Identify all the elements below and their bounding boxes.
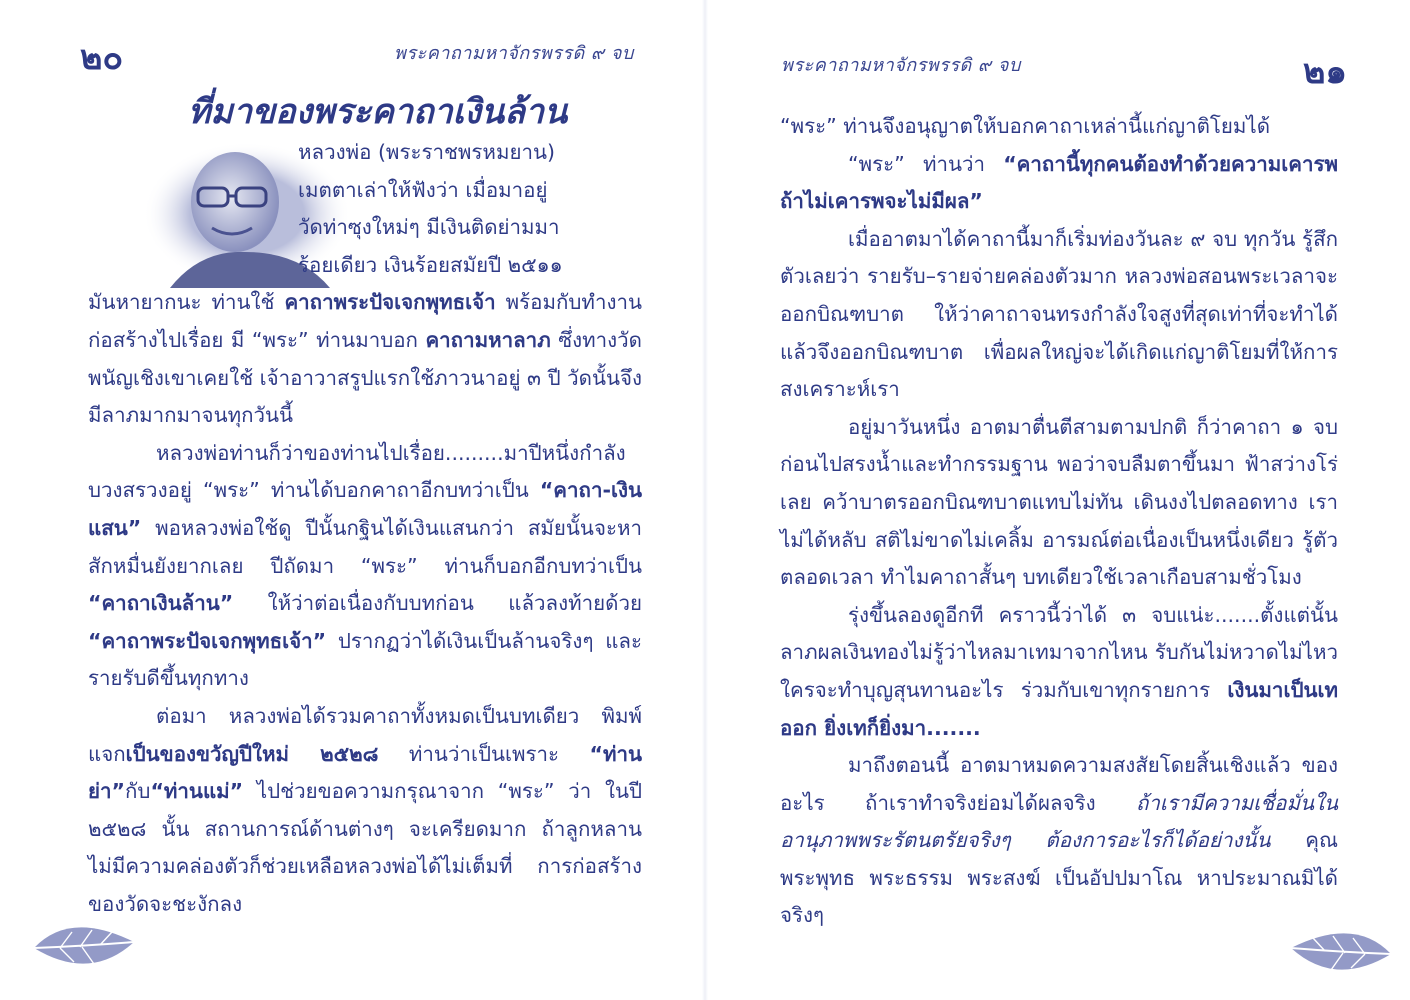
text-run: พอหลวงพ่อใช้ดู ปีนั้นกฐินได้เงินแสนกว่า สมัยนั้นจะหาสักหมื่นยังยากเลย ปีถัดมา “พระ” ท่านก็บอกอีกบทว่าเป็น	[88, 515, 642, 578]
text-run: ต่อมา หลวงพ่อได้รวมคาถาทั้งหมดเป็นบทเดียว พิมพ์แจก	[88, 703, 642, 766]
running-header-left: พระคาถามหาจักรพรรดิ ๙ จบ	[394, 43, 634, 64]
chapter-title: ที่มาของพระคาถาเงินล้าน	[188, 92, 568, 132]
leaf-ornament-icon	[30, 912, 140, 986]
bold-text-run: คาถามหาลาภ	[425, 327, 551, 352]
text-run: ท่านว่าเป็นเพราะ	[378, 741, 590, 766]
right-page	[705, 0, 1410, 1000]
intro-line: วัดท่าซุงใหม่ๆ มีเงินติดย่ามมา	[298, 215, 560, 240]
bold-text-run: “คาถาพระปัจเจกพุทธเจ้า”	[88, 628, 327, 653]
text-run: หลวงพ่อท่านก็ว่าของท่านไปเรื่อย.........มาปีหนึ่งกำลังบวงสรวงอยู่ “พระ” ท่านได้บอกคาถาอีกบทว่าเป็น	[88, 440, 626, 503]
bold-text-run: เงินมาเป็นเทออก ยิ่งเทก็ยิ่งมา.......	[780, 677, 1338, 740]
text-run: ให้ว่าต่อเนื่องกับบทก่อน แล้วลงท้ายด้วย	[233, 591, 642, 616]
intro-line: เมตตาเล่าให้ฟังว่า เมื่อมาอยู่	[298, 177, 548, 202]
paragraph-3	[88, 698, 642, 924]
running-header-right: พระคาถามหาจักรพรรดิ ๙ จบ	[781, 55, 1021, 76]
paragraph-2	[88, 435, 642, 698]
bold-text-run: “คาถา-เงินแสน”	[88, 478, 642, 540]
right-body-text	[780, 108, 1338, 935]
bold-text-run: “คาถานี้ทุกคนต้องทำด้วยความเคารพ ถ้าไม่เคารพจะไม่มีผล”	[780, 151, 1338, 214]
paragraph-5	[780, 597, 1338, 747]
italic-text-run: ถ้าเรามีความเชื่อมั่นในอานุภาพพระรัตนตรัยจริงๆ ต้องการอะไรก็ได้อย่างนั้น	[780, 790, 1338, 853]
paragraph-6	[780, 747, 1338, 935]
bold-text-run: คาถาพระปัจเจกพุทธเจ้า	[284, 290, 496, 315]
bold-text-run: “คาถาเงินล้าน”	[88, 591, 234, 616]
bold-text-run: เป็นของขวัญปีใหม่ ๒๕๒๘	[125, 741, 379, 766]
text-run: มาถึงตอนนี้ อาตมาหมดความสงสัยโดยสิ้นเชิงแล้ว ของอะไร ถ้าเราทำจริงย่อมได้ผลจริง	[780, 753, 1338, 815]
text-run: คุณพระพุทธ พระธรรม พระสงฆ์ เป็นอัปปมาโณ หาประมาณมิได้จริงๆ	[780, 828, 1339, 928]
bold-text-run: “ท่านย่า”	[88, 741, 642, 804]
leaf-ornament-icon	[1285, 918, 1395, 992]
text-run: ไปช่วยขอความกรุณาจาก “พระ” ว่า ในปี ๒๕๒๘ นั้น สถานการณ์ด้านต่างๆ จะเครียดมาก ถ้าลูกหลานไม่มีความคล่องตัวก็ช่วยเหลือหลวงพ่อได้ไม่เต็มที่ การก่อสร้างของวัดจะชะงักลง	[88, 779, 642, 916]
text-run: พร้อมกับทำงานก่อสร้างไปเรื่อย มี “พระ” ท่านมาบอก	[88, 290, 642, 352]
bold-text-run: “ท่านแม่”	[150, 779, 244, 804]
text-run: “พระ” ท่านว่า	[848, 151, 1004, 176]
text-run: มันหายากนะ ท่านใช้	[88, 290, 285, 315]
intro-line: ร้อยเดียว เงินร้อยสมัยปี ๒๕๑๑	[298, 252, 563, 277]
paragraph-4: อยู่มาวันหนึ่ง อาตมาตื่นตีสามตามปกติ ก็ว่าคาถา ๑ จบ ก่อนไปสรงน้ำและทำกรรมฐาน พอว่าจบลืมตาขึ้นมา ฟ้าสว่างโร่เลย คว้าบาตรออกบิณฑบาตแทบไม่ทัน เดินงงไปตลอดทาง เราไม่ได้หลับ สติไม่ขาดไม่เคลิ้ม อารมณ์ต่อเนื่องเป็นหนึ่งเดียว รู้ตัวตลอดเวลา ทำไมคาถาสั้นๆ บทเดียวใช้เวลาเกือบสามชั่วโมง	[780, 414, 1338, 590]
paragraph-1: “พระ” ท่านจึงอนุญาตให้บอกคาถาเหล่านี้แก่ญาติโยมได้	[780, 114, 1271, 138]
paragraph-1	[88, 284, 642, 434]
paragraph-2	[780, 146, 1338, 221]
text-run: ซึ่งทางวัดพนัญเชิงเขาเคยใช้ เจ้าอาวาสรูปแรกใช้ภาวนาอยู่ ๓ ปี วัดนั้นจึงมีลาภมากมาจนทุกวันนี้	[88, 327, 642, 428]
page-number-right: ๒๑	[1303, 52, 1347, 92]
left-body-text	[88, 134, 642, 923]
text-run: รุ่งขึ้นลองดูอีกที คราวนี้ว่าได้ ๓ จบแน่ะ.......ตั้งแต่นั้น ลาภผลเงินทองไม่รู้ว่าไหลมาเทมาจากไหน รับกันไม่หวาดไม่ไหว ใครจะทำบุญสุนทานอะไร ร่วมกับเขาทุกรายการ	[780, 602, 1338, 702]
paragraph-3: เมื่ออาตมาได้คาถานี้มาก็เริ่มท่องวันละ ๙ จบ ทุกวัน รู้สึกตัวเลยว่า รายรับ–รายจ่ายคล่องตัวมาก หลวงพ่อสอนพระเวลาจะออกบิณฑบาต ให้ว่าคาถาจนทรงกำลังใจสูงที่สุดเท่าที่จะทำได้แล้วจึงออกบิณฑบาต เพื่อผลใหญ่จะได้เกิดแก่ญาติโยมที่ให้การสงเคราะห์เรา	[780, 226, 1338, 402]
intro-line: หลวงพ่อ (พระราชพรหมยาน)	[298, 140, 555, 164]
page-number-left: ๒๐	[80, 38, 124, 78]
text-run: กับ	[125, 779, 151, 804]
text-run: ปรากฏว่าได้เงินเป็นล้านจริงๆ และรายรับดีขึ้นทุกทาง	[88, 628, 642, 691]
